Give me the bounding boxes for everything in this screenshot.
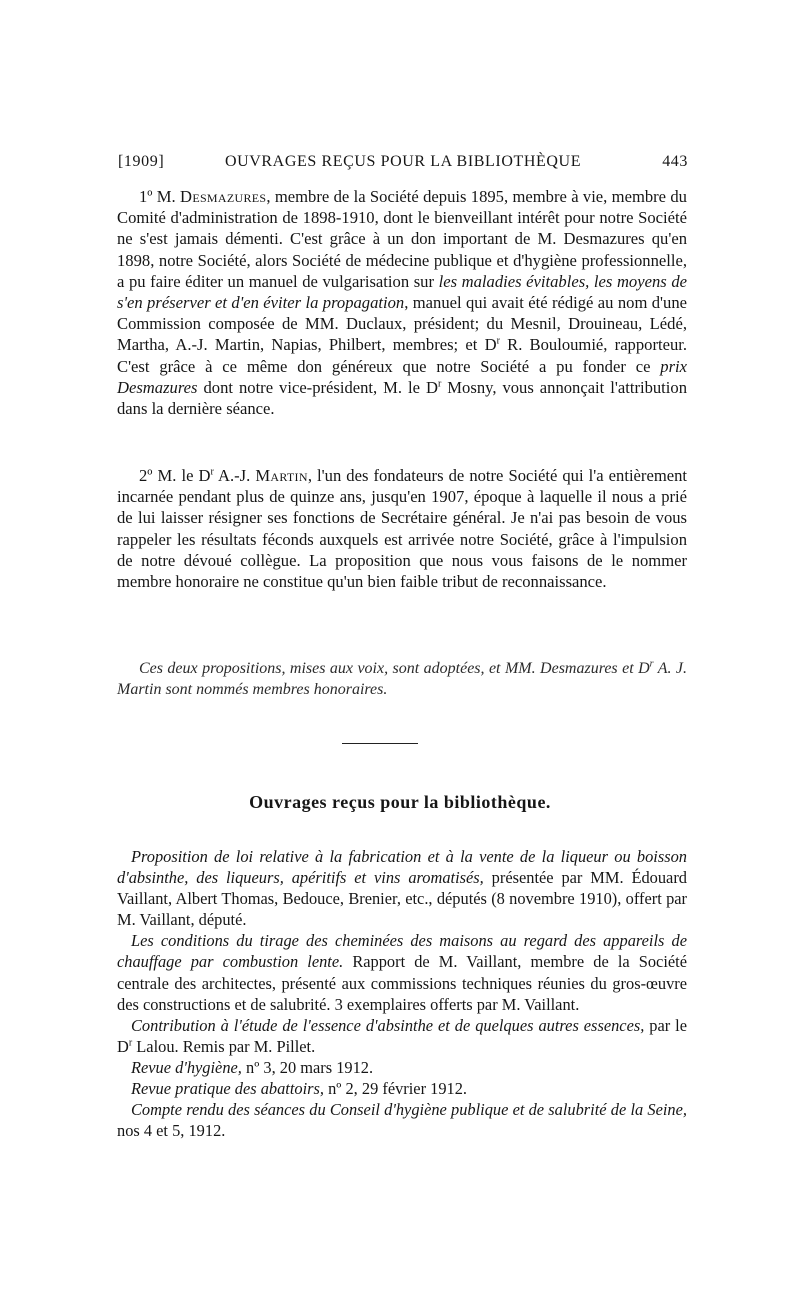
running-title: OUVRAGES REÇUS POUR LA BIBLIOTHÈQUE [224, 153, 582, 170]
superscript: r [496, 335, 500, 347]
item-number: 1º M. [139, 187, 181, 206]
paragraph-text: dont notre vice-président, M. le D [197, 377, 438, 397]
book-title: Les conditions du tirage des cheminées des maisons au regard des appareils de chauffage par combustion lente. [117, 931, 687, 972]
member-name: Martin [255, 466, 308, 485]
book-title: Contribution à l'étude de l'essence d'absinthe et de quelques autres essences, [131, 1015, 645, 1035]
book-entry [117, 1057, 687, 1078]
member-name: Desmazures [180, 187, 267, 206]
year-folio: [1909] [118, 153, 165, 170]
paragraph-text: R. Bouloumié, rapporteur. C'est grâce à ce même don généreux que notre Société a pu fonder ce [117, 335, 688, 376]
book-title: Proposition de loi relative à la fabrication et à la vente de la liqueur ou boisson d'absinthe, des liqueurs, apéritifs et vins aromatisés, [117, 847, 687, 888]
superscript: r [649, 658, 654, 670]
book-title: Revue d'hygiène, [131, 1057, 242, 1077]
book-title: Compte rendu des séances du Conseil d'hygiène publique et de salubrité de la Seine, [131, 1100, 687, 1120]
book-entry [117, 846, 687, 930]
book-entry [117, 1078, 687, 1099]
superscript: r [437, 378, 442, 390]
book-details: par le D [117, 1015, 688, 1056]
book-details: nos 4 et 5, 1912. [117, 1121, 226, 1141]
paragraph-text: , manuel qui avait été rédigé au nom d'une Commission composée de MM. Duclaux, président; du Mesnil, Drouineau, Lédé, Martha, A.-J. Martin, Napias, Philbert, membres; et D [117, 293, 688, 355]
book-details: présentée par MM. Édouard Vaillant, Albert Thomas, Bedouce, Brenier, etc., députés (8 novembre 1910), offert par M. Vaillant, député. [117, 868, 687, 930]
paragraph-text: , l'un des fondateurs de notre Société qui l'a entièrement incarnée pendant plus de quinze ans, jusqu'en 1907, époque à laquelle il nous a prié de lui laisser résigner ses fonctions de Secrétaire général. Je n'ai pas besoin de vous rappeler les résultats féconds auxquels est arrivée notre Société, grâce à l'impulsion de notre dévoué collègue. La proposition que nous vous faisons de le nommer membre honoraire ne constitue qu'un bien faible tribut de reconnaissance. [117, 466, 687, 592]
adoption-note [117, 658, 687, 700]
paragraph-desmazures [117, 186, 687, 419]
book-details: nº 2, 29 février 1912. [324, 1079, 468, 1099]
book-details: nº 3, 20 mars 1912. [241, 1057, 374, 1077]
book-details: Lalou. Remis par M. Pillet. [132, 1036, 316, 1056]
superscript: r [210, 466, 214, 478]
paragraph-martin [117, 465, 687, 592]
book-details: Rapport de M. Vaillant, membre de la Société centrale des architectes, présenté aux commissions techniques réunies du gros-œuvre des constructions et de salubrité. 3 exemplaires offerts par M. Vaillant. [117, 952, 687, 1014]
manual-title: les maladies évitables, les moyens de s'en préserver et d'en éviter la propagation [117, 271, 687, 313]
book-entry [117, 930, 687, 1014]
item-number: 2º M. le D [139, 466, 211, 485]
paragraph-text: , membre de la Société depuis 1895, membre à vie, membre du Comité d'administration de 1898-1910, dont le bienveillant intérêt pour notre Société ne s'est jamais démenti. C'est grâce à un don important de M. Desmazures qu'en 1898, notre Société, alors Société de médecine publique et d'hygiène professionnelle, a pu faire éditer un manuel de vulgarisation sur [117, 187, 687, 291]
page-number: 443 [662, 153, 688, 170]
superscript: r [128, 1037, 133, 1049]
note-text: A. J. Martin sont nommés membres honoraires. [117, 660, 688, 699]
member-initials: A.-J. [213, 466, 256, 485]
section-heading: Ouvrages reçus pour la bibliothèque. [249, 792, 551, 812]
note-text: Ces deux propositions, mises aux voix, sont adoptées, et MM. Desmazures et D [139, 660, 650, 677]
book-title: Revue pratique des abattoirs, [131, 1079, 325, 1099]
received-books-list [117, 846, 687, 1141]
book-entry [117, 1015, 687, 1057]
paragraph-text: Mosny, vous annonçait l'attribution dans la dernière séance. [117, 377, 687, 419]
prize-name: prix Desmazures [117, 356, 687, 397]
section-divider [342, 743, 418, 744]
book-entry [117, 1099, 687, 1141]
